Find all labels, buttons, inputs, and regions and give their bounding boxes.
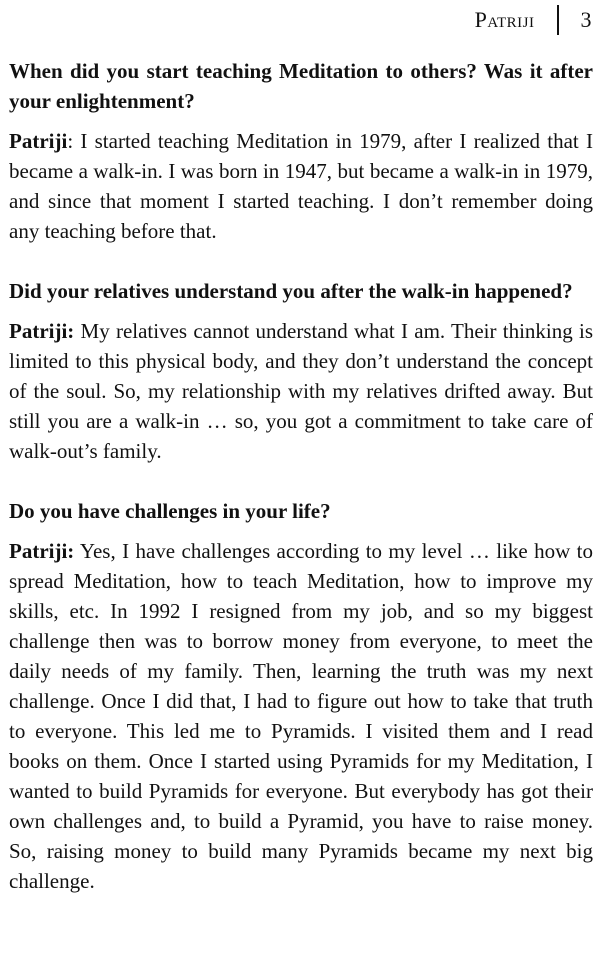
- running-title: Patriji: [474, 7, 535, 32]
- answer-paragraph: [9, 126, 593, 246]
- question-heading: Do you have challenges in your life?: [9, 499, 331, 523]
- qa-block: [9, 496, 593, 896]
- running-head: [475, 4, 592, 36]
- question-heading: When did you start teaching Meditation to others? Was it after your enlightenment?: [9, 59, 593, 113]
- answer-text: : I started teaching Meditation in 1979, after I realized that I became a walk-in. I was born in 1947, but became a walk-in in 1979, and since that moment I started teaching. I don’t remember doing any teaching before that.: [9, 129, 593, 243]
- speaker-label: Patriji:: [9, 539, 75, 563]
- answer-paragraph: [9, 316, 593, 466]
- question-heading: Did your relatives understand you after the walk-in happened?: [9, 279, 573, 303]
- page-body: [9, 56, 593, 926]
- qa-block: [9, 56, 593, 246]
- header-divider: [557, 5, 559, 35]
- speaker-label: Patriji:: [9, 319, 75, 343]
- qa-block: [9, 276, 593, 466]
- answer-text: My relatives cannot understand what I am. Their thinking is limited to this physical body, and they don’t understand the concept of the soul. So, my relationship with my relatives drifted away. But still you are a walk-in … so, you got a commitment to take care of walk-out’s family.: [9, 319, 593, 463]
- answer-text: Yes, I have challenges according to my level … like how to spread Meditation, how to teach Meditation, how to improve my skills, etc. In 1992 I resigned from my job, and so my biggest challenge then was to borrow money from everyone, to meet the daily needs of my family. Then, learning the truth was my next challenge. Once I did that, I had to figure out how to take that truth to everyone. This led me to Pyramids. I visited them and I read books on them. Once I started using Pyramids for my Meditation, I wanted to build Pyramids for everyone. But everybody has got their own challenges and, to build a Pyramid, you have to raise money. So, raising money to build many Pyramids became my next big challenge.: [9, 539, 593, 893]
- speaker-label: Patriji: [9, 129, 68, 153]
- answer-paragraph: [9, 536, 593, 896]
- page-number: 3: [580, 7, 592, 32]
